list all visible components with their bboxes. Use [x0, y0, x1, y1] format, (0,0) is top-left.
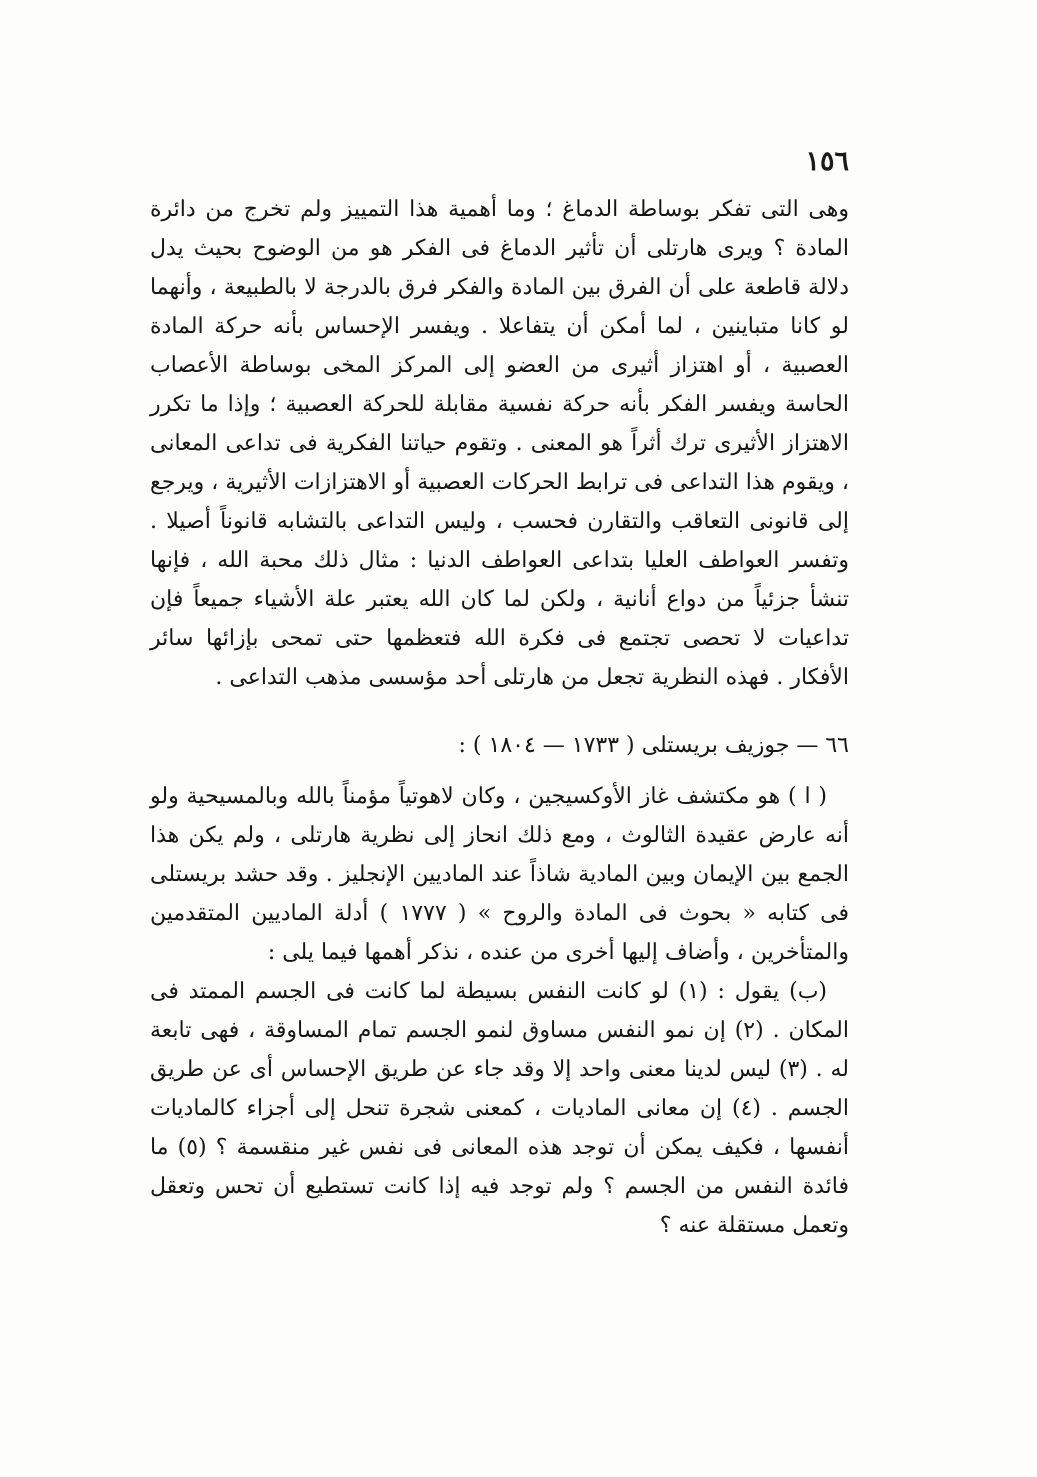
body-paragraph-hartley: وهى التى تفكر بوساطة الدماغ ؛ وما أهمية هذا التمييز ولم تخرج من دائرة المادة ؟ ويرى هارتلى أن تأثير الدماغ فى الفكر هو من الوضوح بحيث يدل دلالة قاطعة على أن الفرق بين المادة والفكر فرق بالدرجة لا بالطبيعة ، وأنهما لو كانا متباينين ، لما أمكن أن يتفاعلا . ويفسر الإحساس بأنه حركة المادة العصبية ، أو اهتزاز أثيرى من العضو إلى المركز المخى بوساطة الأعصاب الحاسة ويفسر الفكر بأنه حركة نفسية مقابلة للحركة العصبية ؛ وإذا ما تكرر الاهتزاز الأثيرى ترك أثراً هو المعنى . وتقوم حياتنا الفكرية فى تداعى المعانى ، ويقوم هذا التداعى فى ترابط الحركات العصبية أو الاهتزازات الأثيرية ، ويرجع إلى قانونى التعاقب والتقارن فحسب ، وليس التداعى بالتشابه قانوناً أصيلا . وتفسر العواطف العليا بتداعى العواطف الدنيا : مثال ذلك محبة الله ، فإنها تنشأ جزئياً من دواع أنانية ، ولكن لما كان الله يعتبر علة الأشياء جميعاً فإن تداعيات لا تحصى تجتمع فى فكرة الله فتعظمها حتى تمحى بإزائها سائر الأفكار . فهذه النظرية تجعل من هارتلى أحد مؤسسى مذهب التداعى .	[150, 197, 849, 690]
page-text	[150, 190, 849, 1245]
section-paragraph-a: ( ا ) هو مكتشف غاز الأوكسيجين ، وكان لاهوتياً مؤمناً بالله وبالمسيحية ولو أنه عارض عقيدة الثالوث ، ومع ذلك انحاز إلى نظرية هارتلى ، ولم يكن هذا الجمع بين الإيمان وبين المادية شاذاً عند الماديين الإنجليز . وقد حشد بريستلى فى كتابه « بحوث فى المادة والروح » ( ١٧٧٧ ) أدلة الماديين المتقدمين والمتأخرين ، وأضاف إليها أخرى من عنده ، نذكر أهمها فيما يلى :	[150, 784, 849, 965]
page-number: ١٥٦	[805, 146, 849, 177]
section-paragraph-b: (ب) يقول : (١) لو كانت النفس بسيطة لما كانت فى الجسم الممتد فى المكان . (٢) إن نمو النفس مساوق لنمو الجسم تمام المساوقة ، فهى تابعة له . (٣) ليس لدينا معنى واحد إلا وقد جاء عن طريق الإحساس أى عن طريق الجسم . (٤) إن معانى الماديات ، كمعنى شجرة تنحل إلى أجزاء كالماديات أنفسها ، فكيف يمكن أن توجد هذه المعانى فى نفس غير منقسمة ؟ (٥) ما فائدة النفس من الجسم ؟ ولم توجد فيه إذا كانت تستطيع أن تحس وتعقل وتعمل مستقلة عنه ؟	[150, 979, 849, 1238]
section-heading-priestley: ٦٦ — جوزيف بريستلى ( ١٧٣٣ — ١٨٠٤ ) :	[458, 733, 849, 758]
